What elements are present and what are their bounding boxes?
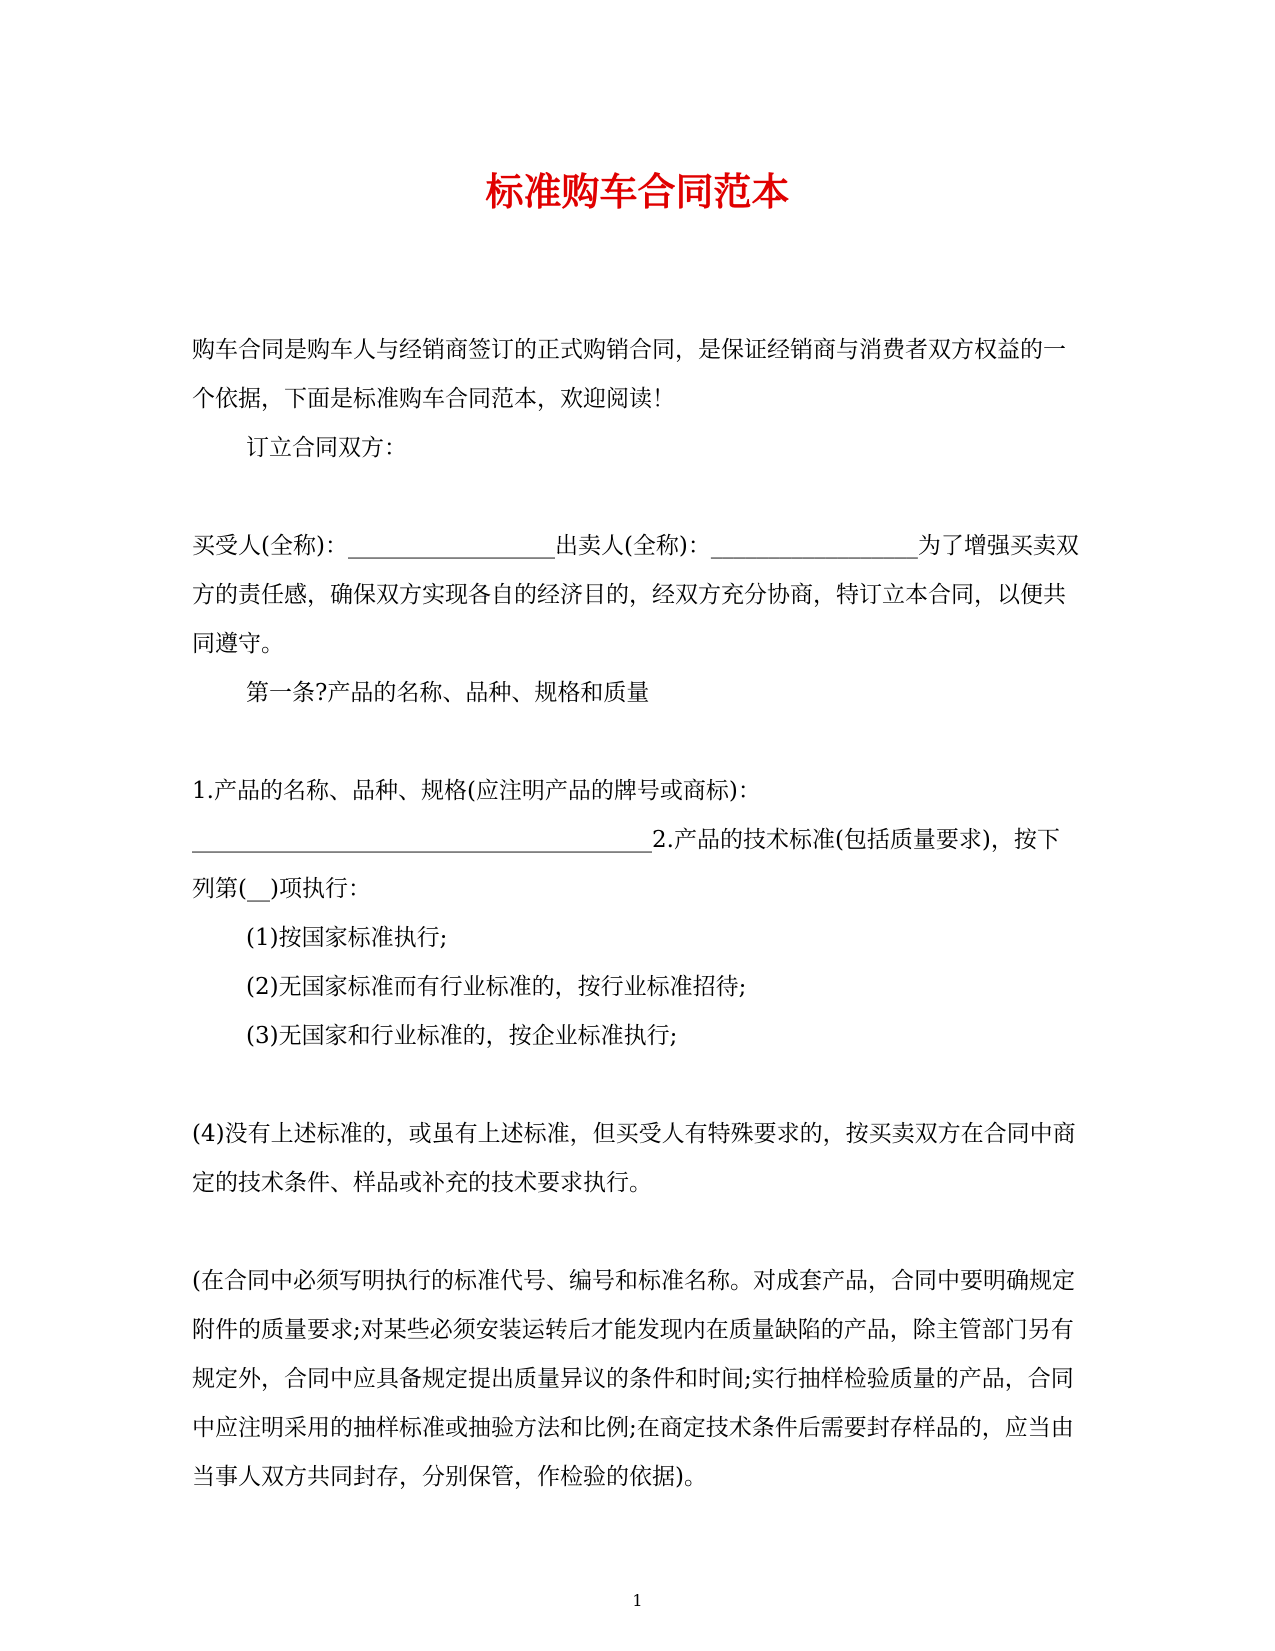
document-body bbox=[192, 326, 1082, 1502]
standard-item-2: (2)无国家标准而有行业标准的，按行业标准招待; bbox=[246, 974, 747, 1000]
document-title: 标准购车合同范本 bbox=[485, 169, 790, 214]
standard-item-1: (1)按国家标准执行; bbox=[246, 925, 448, 951]
standard-item-3: (3)无国家和行业标准的，按企业标准执行; bbox=[246, 1023, 678, 1049]
page-number: 1 bbox=[632, 1591, 643, 1610]
standard-item-4: (4)没有上述标准的，或虽有上述标准，但买受人有特殊要求的，按买卖双方在合同中商定的技术条件、样品或补充的技术要求执行。 bbox=[192, 1121, 1076, 1196]
parties-heading: 订立合同双方： bbox=[246, 435, 407, 461]
standard-note: (在合同中必须写明执行的标准代号、编号和标准名称。对成套产品，合同中要明确规定附件的质量要求;对某些必须安装运转后才能发现内在质量缺陷的产品，除主管部门另有规定外，合同中应具备规定提出质量异议的条件和时间;实行抽样检验质量的产品，合同中应注明采用的抽样标准或抽验方法和比例;在商定技术条件后需要封存样品的，应当由当事人双方共同封存，分别保管，作检验的依据)。 bbox=[192, 1268, 1075, 1490]
article1-heading: 第一条?产品的名称、品种、规格和质量 bbox=[246, 680, 650, 706]
parties-paragraph: 买受人(全称)：__________________出卖人(全称)：__________________为了增强买卖双方的责任感，确保双方实现各自的经济目的，经双方充分协商，特订立本合同，以便共同遵守。 bbox=[192, 533, 1079, 657]
article1-items: 1.产品的名称、品种、规格(应注明产品的牌号或商标)：________________________________________2.产品的技术标准(包括质量要求)，按下列第(__)项执行： bbox=[192, 778, 1060, 902]
intro-paragraph: 购车合同是购车人与经销商签订的正式购销合同，是保证经销商与消费者双方权益的一个依据，下面是标准购车合同范本，欢迎阅读！ bbox=[192, 337, 1066, 412]
